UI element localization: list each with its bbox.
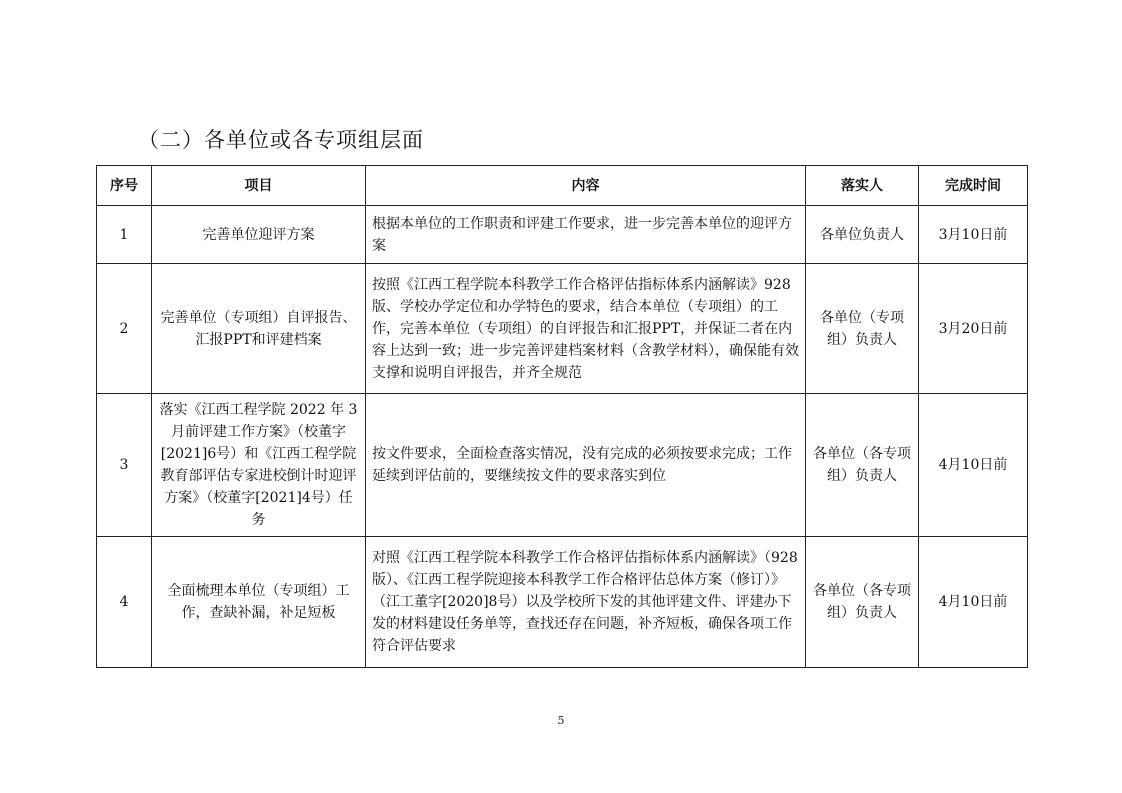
table-row xyxy=(97,206,1028,264)
row-number: 2 xyxy=(97,264,152,394)
table-row xyxy=(97,394,1028,537)
row-item: 全面梳理本单位（专项组）工作，查缺补漏，补足短板 xyxy=(152,537,366,668)
row-content: 根据本单位的工作职责和评建工作要求，进一步完善本单位的迎评方案 xyxy=(366,206,806,264)
section-heading: （二）各单位或各专项组层面 xyxy=(138,128,424,152)
table-header-row xyxy=(97,166,1028,206)
row-item: 完善单位（专项组）自评报告、汇报PPT和评建档案 xyxy=(152,264,366,394)
row-content: 按照《江西工程学院本科教学工作合格评估指标体系内涵解读》928版、学校办学定位和办学特色的要求，结合本单位（专项组）的工作，完善本单位（专项组）的自评报告和汇报PPT，并保证二者在内容上达到一致；进一步完善评建档案材料（含教学材料），确保能有效支撑和说明自评报告，并齐全规范 xyxy=(366,264,806,394)
row-item: 完善单位迎评方案 xyxy=(152,206,366,264)
page-number: 5 xyxy=(557,714,565,727)
row-content: 对照《江西工程学院本科教学工作合格评估指标体系内涵解读》（928版）、《江西工程学院迎接本科教学工作合格评估总体方案（修订）》（江工董字[2020]8号）以及学校所下发的其他评建文件、评建办下发的材料建设任务单等，查找还存在问题，补齐短板，确保各项工作符合评估要求 xyxy=(366,537,806,668)
row-owner: 各单位负责人 xyxy=(806,206,919,264)
header-deadline: 完成时间 xyxy=(919,166,1028,206)
table-row xyxy=(97,537,1028,668)
row-deadline: 4月10日前 xyxy=(919,537,1028,668)
row-owner: 各单位（专项组）负责人 xyxy=(806,264,919,394)
task-table xyxy=(96,165,1028,668)
row-content: 按文件要求，全面检查落实情况，没有完成的必须按要求完成；工作延续到评估前的，要继续按文件的要求落实到位 xyxy=(366,394,806,537)
row-deadline: 4月10日前 xyxy=(919,394,1028,537)
header-number: 序号 xyxy=(97,166,152,206)
row-deadline: 3月10日前 xyxy=(919,206,1028,264)
row-item: 落实《江西工程学院 2022 年 3 月前评建工作方案》（校董字[2021]6号）和《江西工程学院教育部评估专家进校倒计时迎评方案》（校董字[2021]4号）任务 xyxy=(152,394,366,537)
header-owner: 落实人 xyxy=(806,166,919,206)
row-owner: 各单位（各专项组）负责人 xyxy=(806,394,919,537)
row-number: 4 xyxy=(97,537,152,668)
table-row xyxy=(97,264,1028,394)
row-deadline: 3月20日前 xyxy=(919,264,1028,394)
header-content: 内容 xyxy=(366,166,806,206)
row-number: 3 xyxy=(97,394,152,537)
row-number: 1 xyxy=(97,206,152,264)
row-owner: 各单位（各专项组）负责人 xyxy=(806,537,919,668)
header-item: 项目 xyxy=(152,166,366,206)
